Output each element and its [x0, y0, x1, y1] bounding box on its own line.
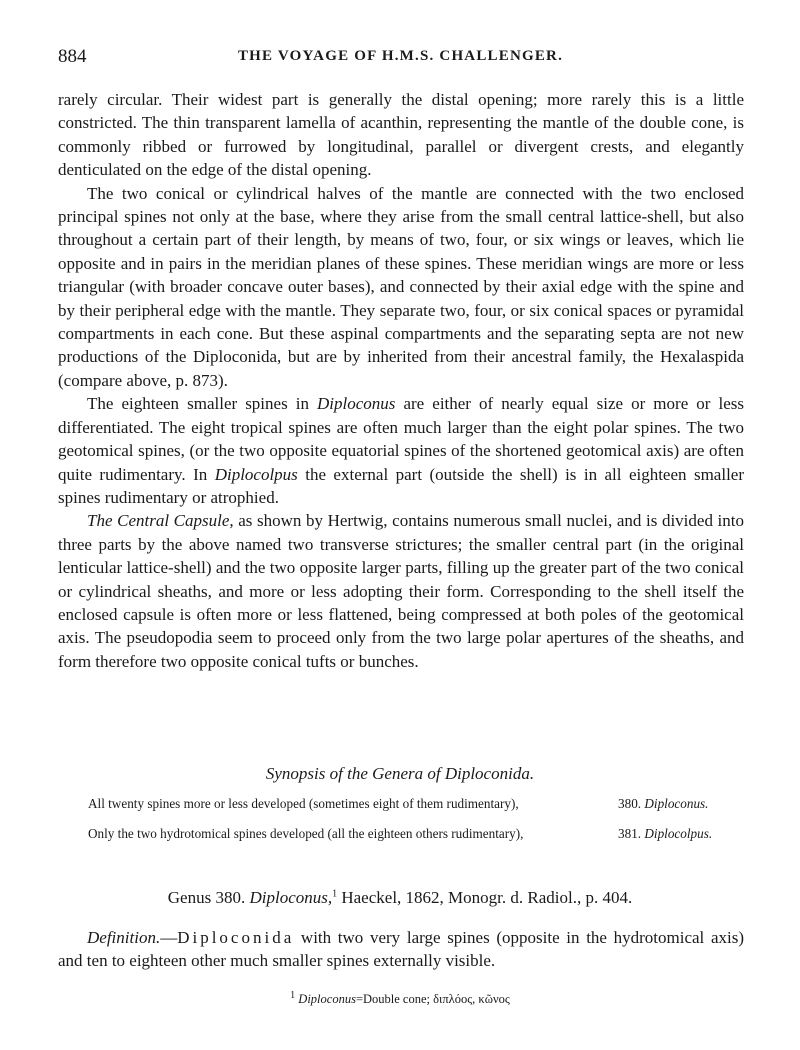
synopsis-row-genus — [618, 826, 712, 842]
central-capsule-heading: The Central Capsule, — [87, 511, 234, 531]
synopsis-row-number: 380. — [618, 796, 642, 811]
paragraph-4-text: as shown by Hertwig, contains numerous small nuclei, and is divided into three parts by the above named two transverse strictures; the smaller central part (in the original lenticular lattice-shell) and the two opposite larger parts, filling up the greater part of the two conical or cylindrical sheaths, and more or less adopting their form. Corresponding to the shell itself the enclosed capsule is often more or less flattened, being compressed at both poles of the geotomical axis. The pseudopodia seem to proceed only from the two large polar apertures of the sheaths, and form therefore two opposite conical tufts or bunches. — [58, 511, 744, 671]
paragraph-3-text-c: the external part (outside the shell) is in all eighteen smaller spines rudimentary or atrophied. — [58, 464, 744, 507]
footnote-text: =Double cone; διπλόος, κῶνος — [355, 992, 510, 1007]
genus-ref-diploconus: Diploconus — [317, 394, 396, 414]
synopsis-row-number: 381. — [618, 826, 642, 841]
page-header — [58, 46, 743, 74]
footnote-genus: Diploconus — [298, 992, 356, 1007]
synopsis-row-desc: All twenty spines more or less developed (sometimes eight of them rudimentary), — [88, 796, 519, 811]
genus-heading — [0, 888, 800, 908]
synopsis-row-desc: Only the two hydrotomical spines developed (all the eighteen others rudimentary), — [88, 826, 524, 841]
page-number: 884 — [58, 46, 87, 67]
footnote-marker: 1 — [332, 888, 338, 900]
footnote-number: 1 — [290, 990, 296, 1001]
paragraph-3-text-b: are either of nearly equal size or more or less differentiated. The eight tropical spines are often much larger than the eight polar spines. The two geotomical spines, (or the two opposite equatorial spines of the shortened geotomical axis) are often quite rudimentary. In — [58, 394, 744, 484]
synopsis-title: Synopsis of the Genera of Diploconida. — [265, 764, 535, 783]
paragraph-2: The two conical or cylindrical halves of the mantle are connected with the two enclosed principal spines not only at the base, where they arise from the small central lattice-shell, but also throughout a certain part of their length, by means of two, four, or six wings or leaves, which lie opposite and in pairs in the meridian planes of these spines. These meridian wings are more or less triangular (with broader concave outer bases), and connected by their axial edge with the spine and by their peripheral edge with the mantle. They separate two, four, or six conical spaces or pyramidal compartments in each cone. But these aspinal compartments and the separating septa are not new productions of the Diploconida, but are by inherited from their ancestral family, the Hexalaspida (compare above, p. 873). — [58, 183, 744, 390]
definition-paragraph — [58, 926, 744, 973]
genus-citation: Haeckel, 1862, Monogr. d. Radiol., p. 404. — [337, 888, 633, 907]
genus-prefix: Genus 380. — [167, 888, 246, 907]
synopsis-row-genus — [618, 796, 708, 812]
definition-family: Diploconida — [177, 928, 295, 947]
paragraph-3-text-a: The eighteen smaller spines in — [87, 394, 318, 414]
footnote — [0, 990, 800, 1007]
paragraph-4 — [58, 509, 744, 673]
body-text — [58, 88, 744, 673]
definition-text: with two very large spines (opposite in the hydrotomical axis) and ten to eighteen other much smaller spines externally visible. — [58, 928, 744, 971]
paragraph-3 — [58, 392, 744, 509]
definition-dash: — — [160, 928, 178, 947]
paragraph-1: rarely circular. Their widest part is generally the distal opening; more rarely this is a little constricted. The thin transparent lamella of acanthin, representing the mantle of the double cone, is commonly ribbed or furrowed by longitudinal, parallel or divergent crests, and elegantly denticulated on the edge of the distal opening. — [58, 90, 744, 180]
running-title: THE VOYAGE OF H.M.S. CHALLENGER. — [237, 48, 564, 64]
synopsis-row-genus-name: Diploconus. — [644, 796, 709, 811]
genus-name: Diploconus, — [249, 888, 333, 907]
definition-label: Definition. — [87, 928, 161, 947]
synopsis-row-genus-name: Diplocolpus. — [644, 826, 713, 841]
genus-ref-diplocolpus: Diplocolpus — [214, 464, 298, 484]
